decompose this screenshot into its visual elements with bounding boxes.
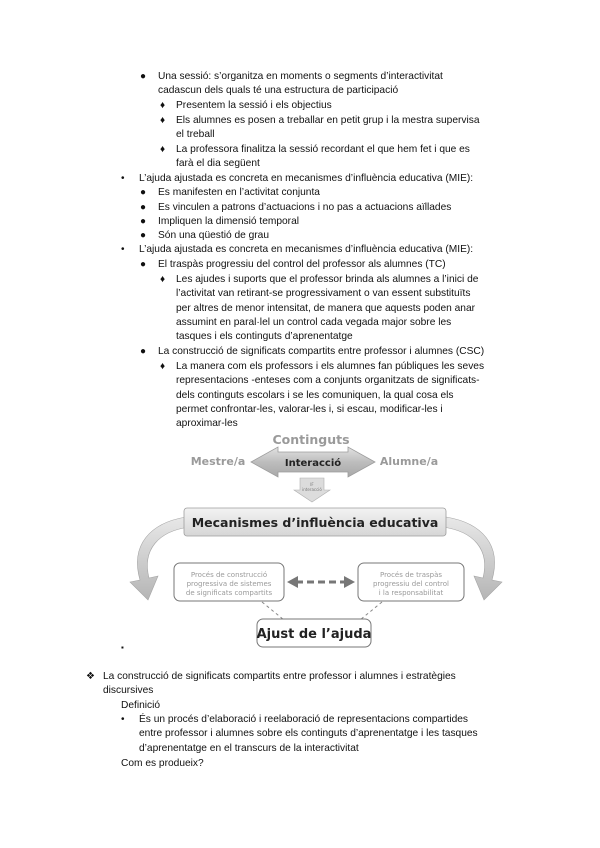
csc-text: La manera com els professors i els alumnes fan públiques les seves — [176, 361, 485, 372]
small-arrow-text-1: IF — [310, 482, 314, 487]
bullet-small-icon: • — [121, 714, 125, 725]
alumne-label: Alumne/a — [379, 455, 439, 468]
list-item: Impliquen la dimensió temporal — [158, 216, 299, 227]
list-item: Els alumnes es posen a treballar en petit grup i la mestra supervisa — [176, 115, 480, 126]
bullet-square-icon: ▪ — [121, 643, 124, 652]
tc-text: assumint en paral·lel un control cada vegada major sobre les — [176, 317, 452, 328]
right-box-line2: progressiu del control — [372, 580, 450, 588]
left-box-line2: progressiva de sistemes — [186, 580, 272, 588]
bullet-dot-icon: ● — [140, 71, 147, 82]
definicio-label: Definició — [121, 700, 161, 711]
small-arrow-text-2: interacció — [302, 487, 322, 492]
session-text-line2: cadascun dels quals té una estructura de participació — [158, 85, 399, 96]
list-item: Presentem la sessió i els objectius — [176, 100, 332, 111]
mestre-label: Mestre/a — [190, 455, 246, 468]
bullet-diamond-icon: ♦ — [160, 274, 166, 285]
tc-text: l’activitat van retirant-se progressivament o van essent substituïts — [176, 288, 471, 299]
mie-diagram — [0, 428, 600, 650]
bullet-small-icon: • — [121, 244, 125, 255]
bullet-diamond-icon: ♦ — [160, 100, 166, 111]
list-item: el treball — [176, 129, 215, 140]
dashed-line-left — [262, 602, 284, 620]
mie-heading: L’ajuda ajustada es concreta en mecanismes d’influència educativa (MIE): — [139, 173, 474, 184]
csc-text: aproximar-les — [176, 418, 238, 429]
right-box-line3: i la responsabilitat — [378, 589, 444, 597]
list-item: farà el dia següent — [176, 158, 260, 169]
bullet-small-icon: • — [121, 173, 125, 184]
tc-text: Les ajudes i suports que el professor brinda als alumnes a l’inici de — [176, 274, 479, 285]
bullet-dot-icon: ● — [140, 346, 147, 357]
section4-title-line2: discursives — [103, 685, 154, 696]
definition-text: entre professor i alumnes sobre els continguts d’aprenentatge i les tasques — [139, 728, 478, 739]
section4-title-line1: La construcció de significats compartits entre professor i alumnes i estratègies — [103, 671, 456, 682]
bullet-diamond-icon: ♦ — [160, 361, 166, 372]
dashed-arrow-right-head — [344, 576, 355, 588]
bullet-dot-icon: ● — [140, 187, 147, 198]
tc-title: El traspàs progressiu del control del professor als alumnes (TC) — [158, 259, 446, 270]
right-box-line1: Procés de traspàs — [379, 571, 443, 579]
left-box-line1: Procés de construcció — [190, 571, 268, 579]
bullet-dot-icon: ● — [140, 259, 147, 270]
list-item: Són una qüestió de grau — [158, 230, 270, 241]
mie-heading: L’ajuda ajustada es concreta en mecanismes d’influència educativa (MIE): — [139, 244, 474, 255]
bullet-diamond-outline-icon: ❖ — [86, 671, 95, 682]
csc-text: permet confrontar-les, valorar-les i, si escau, modificar-les i — [176, 404, 443, 415]
bullet-diamond-icon: ♦ — [160, 144, 166, 155]
list-item: Es vinculen a patrons d’actuacions i no pas a actuacions aïllades — [158, 202, 452, 213]
list-item: Es manifesten en l’activitat conjunta — [158, 187, 320, 198]
com-es-produeix: Com es produeix? — [121, 758, 204, 769]
dashed-line-right — [360, 602, 382, 620]
csc-text: representacions -enteses com a conjunts organitzats de significats- — [176, 375, 480, 386]
csc-title: La construcció de significats compartits entre professor i alumnes (CSC) — [158, 346, 485, 357]
tc-text: tasques i els continguts d’aprenentatge — [176, 331, 353, 342]
left-box-line3: de significats compartits — [185, 589, 273, 597]
csc-text: dels continguts escolars i se les comuniquen, la qual cosa els — [176, 390, 454, 401]
definition-text: És un procés d’elaboració i reelaboració de representacions compartides — [139, 714, 469, 725]
continguts-label: Continguts — [272, 432, 350, 447]
definition-text: d’aprenentatge en el transcurs de la interactivitat — [139, 743, 359, 754]
mecanismes-label: Mecanismes d’influència educativa — [191, 515, 439, 530]
list-item: La professora finalitza la sessió recordant el que hem fet i que es — [176, 144, 470, 155]
session-text-line1: Una sessió: s’organitza en moments o segments d’interactivitat — [158, 71, 443, 82]
interaccio-label: Interacció — [284, 458, 342, 469]
tc-text: per altres de menor intensitat, de manera que aquests poden anar — [176, 303, 476, 314]
bullet-diamond-icon: ♦ — [160, 115, 166, 126]
bullet-dot-icon: ● — [140, 216, 147, 227]
bullet-dot-icon: ● — [140, 230, 147, 241]
ajust-label: Ajust de l’ajuda — [256, 627, 372, 642]
dashed-arrow-left-head — [287, 576, 298, 588]
bullet-dot-icon: ● — [140, 202, 147, 213]
